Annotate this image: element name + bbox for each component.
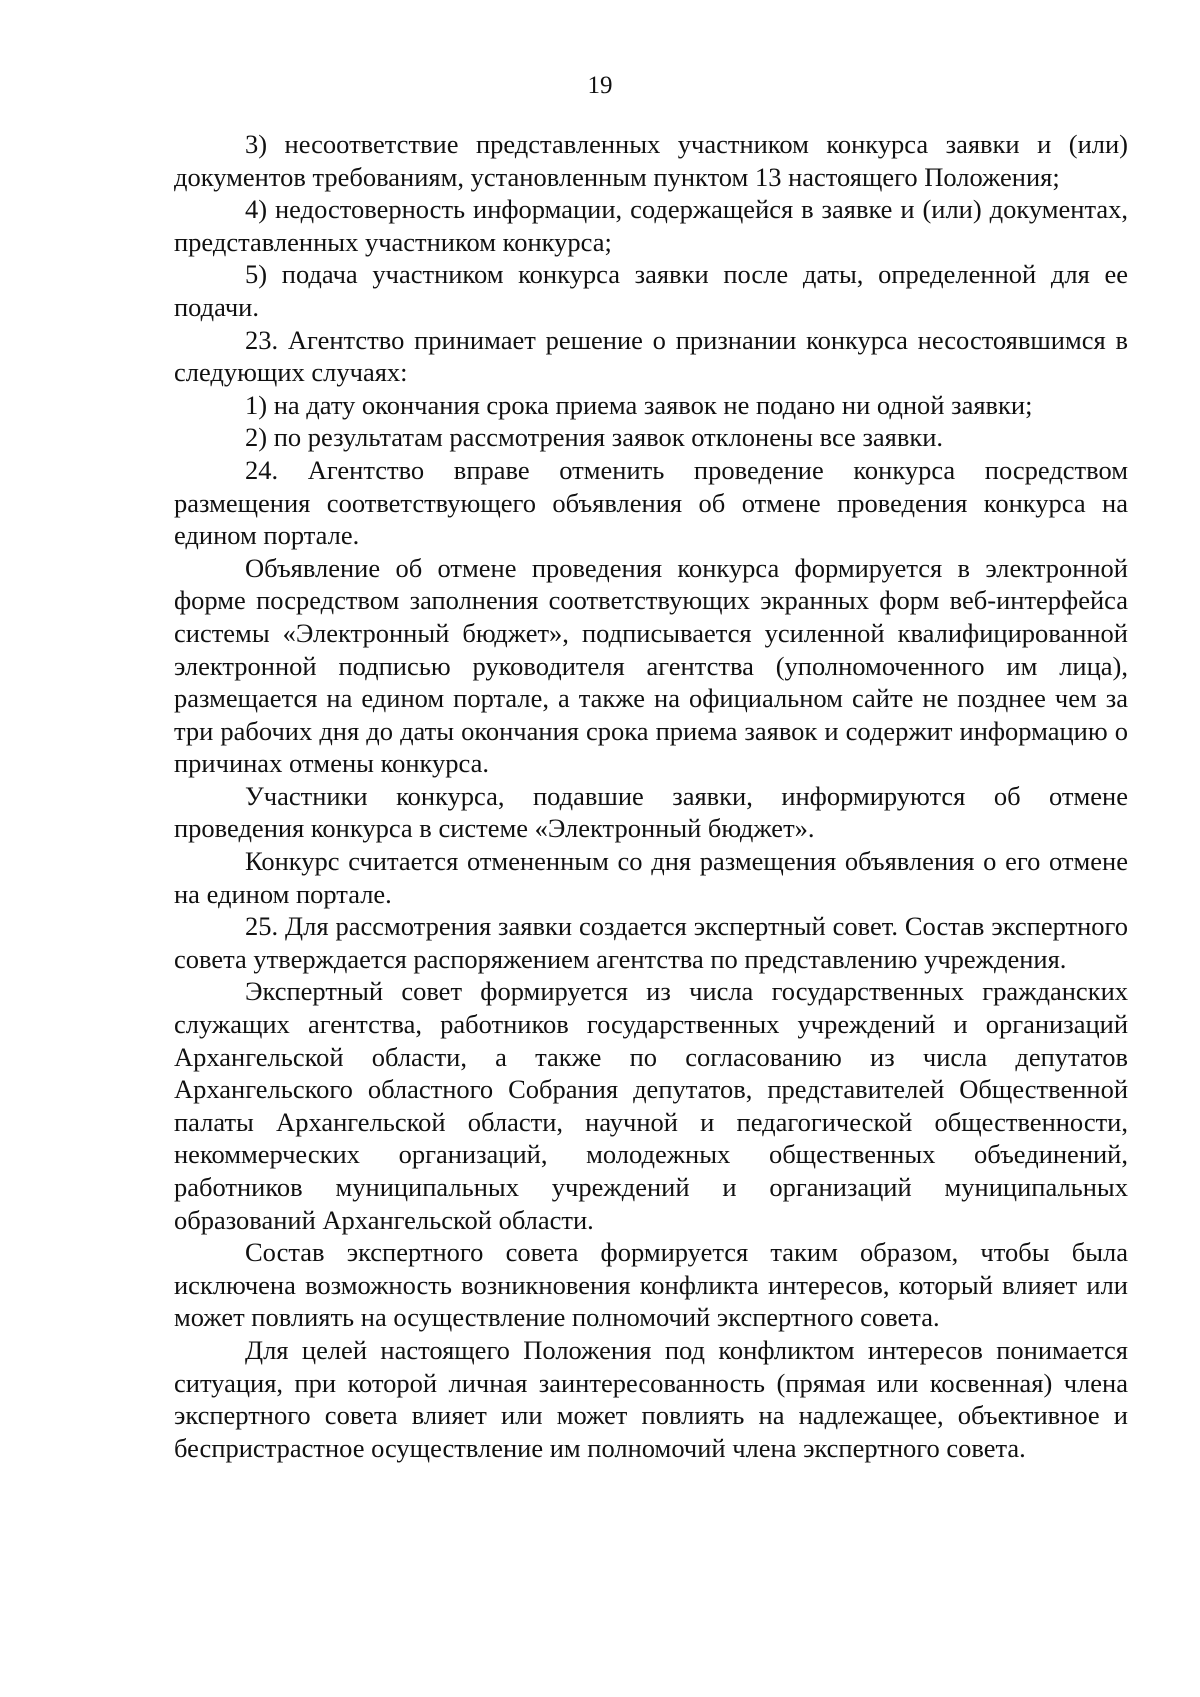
paragraph-participants-informed: Участники конкурса, подавшие заявки, информируются об отмене проведения конкурса в системе «Электронный бюджет». (174, 780, 1128, 844)
paragraph-clause-23-item-1: 1) на дату окончания срока приема заявок не подано ни одной заявки; (245, 389, 1033, 420)
paragraph-item-5: 5) подача участником конкурса заявки после даты, определенной для ее подачи. (174, 259, 1128, 322)
paragraph-council-composition: Состав экспертного совета формируется таким образом, чтобы была исключена возможность возникновения конфликта интересов, который влияет или может повлиять на осуществление полномочий экспертного совета. (174, 1237, 1128, 1333)
paragraph-contest-cancelled: Конкурс считается отмененным со дня размещения объявления о его отмене на едином портале. (174, 846, 1128, 909)
paragraph-clause-23-item-2: 2) по результатам рассмотрения заявок отклонены все заявки. (245, 422, 944, 453)
paragraph-conflict-of-interest: Для целей настоящего Положения под конфликтом интересов понимается ситуация, при которой личная заинтересованность (прямая или косвенная) члена экспертного совета влияет или может повлиять на надлежащее, объективное и беспристрастное осуществление им полномочий члена экспертного совета. (174, 1334, 1128, 1463)
paragraph-cancellation-notice: Объявление об отмене проведения конкурса формируется в электронной форме посредством заполнения соответствующих экранных форм веб-интерфейса системы «Электронный бюджет», подписывается усиленной квалифицированной электронной подписью руководителя агентства (уполномоченного им лица), размещается на едином портале, а также на официальном сайте не позднее чем за три рабочих дня до даты окончания срока приема заявок и содержит информацию о причинах отмены конкурса. (174, 552, 1128, 779)
document-body (174, 128, 1128, 1464)
page-number: 19 (587, 72, 613, 99)
paragraph-clause-24: 24. Агентство вправе отменить проведение конкурса посредством размещения соответствующего объявления об отмене проведения конкурса на едином портале. (174, 454, 1128, 551)
paragraph-council-formation: Экспертный совет формируется из числа государственных гражданских служащих агентства, работников государственных учреждений и организаций Архангельской области, а также по согласованию из числа депутатов Архангельского областного Собрания депутатов, представителей Общественной палаты Архангельской области, научной и педагогической общественности, некоммерческих организаций, молодежных общественных объединений, работников муниципальных учреждений и организаций муниципальных образований Архангельской области. (174, 976, 1128, 1235)
paragraph-clause-25: 25. Для рассмотрения заявки создается экспертный совет. Состав экспертного совета утверждается распоряжением агентства по представлению учреждения. (174, 911, 1128, 974)
paragraph-clause-23: 23. Агентство принимает решение о признании конкурса несостоявшимся в следующих случаях: (174, 324, 1128, 388)
paragraph-item-3: 3) несоответствие представленных участником конкурса заявки и (или) документов требованиям, установленным пунктом 13 настоящего Положения; (174, 129, 1128, 192)
paragraph-item-4: 4) недостоверность информации, содержащейся в заявке и (или) документах, представленных участником конкурса; (174, 194, 1128, 257)
